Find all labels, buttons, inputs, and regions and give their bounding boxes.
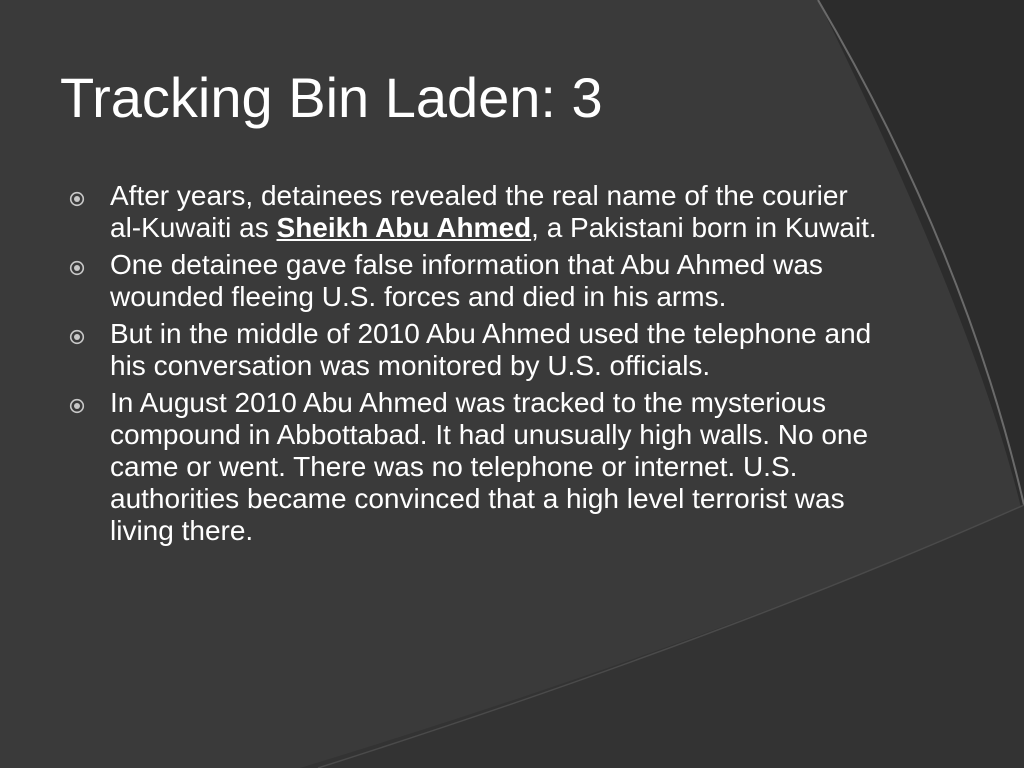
bullet-list — [66, 180, 886, 552]
bullet-item — [66, 387, 886, 547]
bullet-emphasis: Sheikh Abu Ahmed — [276, 212, 532, 243]
circled-dot-icon — [69, 260, 85, 276]
circled-dot-icon — [69, 191, 85, 207]
bullet-item — [66, 249, 886, 313]
bullet-text-after: , a Pakistani born in Kuwait. — [531, 212, 877, 243]
bullet-item — [66, 318, 886, 382]
slide-title: Tracking Bin Laden: 3 — [60, 66, 603, 129]
bullet-text: In August 2010 Abu Ahmed was tracked to the mysterious compound in Abbottabad. It had unusually high walls. No one came or went. There was no telephone or internet. U.S. authorities became convinced that a high level terrorist was living there. — [110, 387, 869, 546]
circled-dot-icon — [69, 329, 85, 345]
bullet-text: But in the middle of 2010 Abu Ahmed used the telephone and his conversation was monitored by U.S. officials. — [110, 318, 872, 381]
bullet-item — [66, 180, 886, 244]
circled-dot-icon — [69, 398, 85, 414]
bullet-text: One detainee gave false information that Abu Ahmed was wounded fleeing U.S. forces and died in his arms. — [110, 249, 823, 312]
bullet-text-before: After years, detainees revealed the real name of the courier al-Kuwaiti as — [110, 180, 848, 243]
